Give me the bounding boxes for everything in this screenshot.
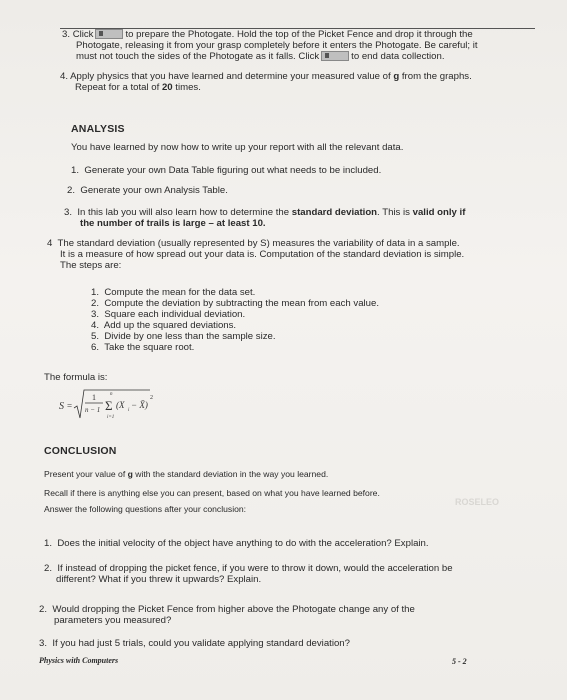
analysis-item-4-line1: 4 The standard deviation (usually represented by S) measures the variability of data in a sample. [47,238,460,249]
question-2-line2: different? What if you threw it upwards? Explain. [56,574,262,585]
formula-denominator: n − 1 [85,406,101,414]
conclusion-line2: Recall if there is anything else you can present, based on what you have learned before. [44,488,380,498]
question-2-line1: 2. If instead of dropping the picket fence, if you were to throw it down, would the acceleration be [44,563,453,574]
std-step-6: 6. Take the square root. [91,342,195,353]
std-step-4: 4. Add up the squared deviations. [91,320,237,331]
analysis-item-3-line1: 3. In this lab you will also learn how to determine the standard deviation. This is valid only if [64,207,466,218]
formula-equals: = [67,401,73,411]
formula-power: 2 [150,395,153,401]
question-3-line1: 2. Would dropping the Picket Fence from higher above the Photogate change any of the [39,604,415,615]
formula-label: The formula is: [44,372,108,383]
step3-line1: 3. Click to prepare the Photogate. Hold the top of the Picket Fence and drop it through the [62,29,473,40]
step4-line1: 4. Apply physics that you have learned and determine your measured value of g from the graphs. [60,71,472,82]
analysis-heading: ANALYSIS [71,123,125,135]
formula-sigma: Σ [105,398,113,413]
photogate-start-icon [95,29,123,39]
question-4: 3. If you had just 5 trials, could you validate applying standard deviation? [39,638,350,649]
formula-minus-mean: − X̄) [131,400,148,410]
formula-sum-top: n [110,392,113,397]
formula-sum-bottom: i=1 [107,415,115,420]
formula-numerator: 1 [92,393,96,402]
analysis-item-4-line2: It is a measure of how spread out your data is. Computation of the standard deviation is simple. [60,249,465,260]
question-1: 1. Does the initial velocity of the object have anything to do with the acceleration? Explain. [44,538,429,549]
photogate-stop-icon [321,51,349,61]
formula-term: (X [116,400,125,410]
std-step-1: 1. Compute the mean for the data set. [91,287,256,298]
footer-page-number: 5 - 2 [452,657,467,666]
step3-line2: Photogate, releasing it from your grasp completely before it enters the Photogate. Be careful; it [76,40,478,51]
conclusion-line1: Present your value of g with the standard deviation in the way you learned. [44,469,329,479]
analysis-item-1: 1. Generate your own Data Table figuring out what needs to be included. [71,165,382,176]
std-step-2: 2. Compute the deviation by subtracting the mean from each value. [91,298,380,309]
analysis-item-2: 2. Generate your own Analysis Table. [67,185,228,196]
conclusion-line3: Answer the following questions after your conclusion: [44,504,247,514]
std-step-5: 5. Divide by one less than the sample size. [91,331,276,342]
conclusion-heading: CONCLUSION [44,445,117,457]
step3-line3: must not touch the sides of the Photogate as it falls. Click to end data collection. [76,51,445,62]
formula-subscript: i [128,408,130,413]
faint-background-text: ROSELEO [455,497,500,507]
analysis-item-4-line3: The steps are: [60,260,122,271]
analysis-intro: You have learned by now how to write up your report with all the relevant data. [71,142,404,153]
step4-line2: Repeat for a total of 20 times. [75,82,201,93]
formula-lhs: S [59,401,64,412]
footer-title: Physics with Computers [39,656,119,665]
standard-deviation-formula [58,387,168,423]
analysis-item-3-line2: the number of trails is large – at least 10. [80,218,266,229]
question-3-line2: parameters you measured? [54,615,172,626]
std-step-3: 3. Square each individual deviation. [91,309,246,320]
